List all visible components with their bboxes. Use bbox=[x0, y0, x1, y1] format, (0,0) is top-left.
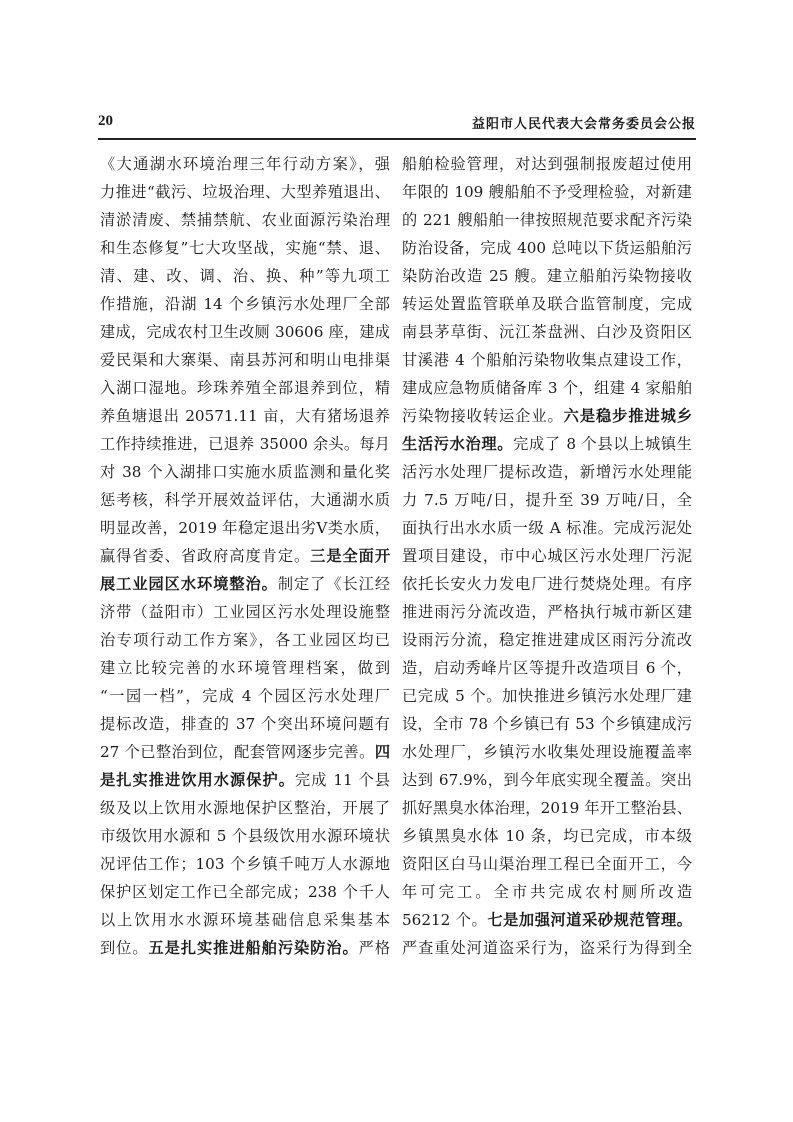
text-line bbox=[100, 346, 390, 374]
text-line bbox=[402, 598, 692, 626]
text-line bbox=[402, 318, 692, 346]
text-line bbox=[100, 654, 390, 682]
text-line bbox=[100, 262, 390, 290]
body-text: 达到 67.9%，到今年底实现全覆盖。突出 bbox=[402, 771, 692, 789]
text-line bbox=[100, 458, 390, 486]
body-text: 工作持续推进，已退养 35000 余头。每月 bbox=[100, 435, 390, 453]
text-line bbox=[100, 318, 390, 346]
bold-heading-text: 六是稳步推进城乡 bbox=[563, 407, 692, 425]
body-text: 依托长安火力发电厂进行焚烧处理。有序 bbox=[402, 575, 692, 593]
body-text: 56212 个。 bbox=[402, 911, 488, 929]
text-line bbox=[100, 402, 390, 430]
text-line bbox=[100, 850, 390, 878]
text-line bbox=[402, 738, 692, 766]
body-text: 活污水处理厂提标改造，新增污水处理能 bbox=[402, 463, 692, 481]
text-line bbox=[402, 514, 692, 542]
text-line bbox=[402, 542, 692, 570]
body-text: 的 221 艘船舶一律按照规范要求配齐污染 bbox=[402, 211, 692, 229]
body-text: 作措施，沿湖 14 个乡镇污水处理厂全部 bbox=[100, 295, 390, 313]
body-text: 力推进“截污、垃圾治理、大型养殖退出、 bbox=[100, 183, 390, 201]
text-line bbox=[100, 906, 390, 934]
bold-heading-text: 四 bbox=[374, 743, 390, 761]
text-line bbox=[100, 738, 390, 766]
body-text: “一园一档”，完成 4 个园区污水处理厂 bbox=[100, 687, 390, 705]
body-text: 推进雨污分流改造，严格执行城市新区建 bbox=[402, 603, 692, 621]
text-line bbox=[402, 570, 692, 598]
text-line bbox=[100, 766, 390, 794]
body-text: 建成应急物质储备库 3 个，组建 4 家船舶 bbox=[402, 379, 692, 397]
text-line bbox=[402, 654, 692, 682]
body-text: 和生态修复”七大攻坚战，实施“禁、退、 bbox=[100, 239, 390, 257]
body-text: 赢得省委、省政府高度肯定。 bbox=[100, 547, 311, 565]
body-text: 建成，完成农村卫生改厕 30606 座，建成 bbox=[100, 323, 390, 341]
body-text: 抓好黑臭水体治理，2019 年开工整治县、 bbox=[402, 799, 692, 817]
body-text: 济带（益阳市）工业园区污水处理设施整 bbox=[100, 603, 390, 621]
text-line bbox=[402, 934, 692, 962]
text-line bbox=[402, 682, 692, 710]
body-text: 造，启动秀峰片区等提升改造项目 6 个， bbox=[402, 659, 692, 677]
body-text: 况评估工作；103 个乡镇千吨万人水源地 bbox=[100, 855, 390, 873]
text-line bbox=[100, 570, 390, 598]
text-line bbox=[100, 430, 390, 458]
text-line bbox=[402, 822, 692, 850]
body-text: 染防治改造 25 艘。建立船舶污染物接收 bbox=[402, 267, 692, 285]
text-line bbox=[402, 878, 692, 906]
body-text: 严格 bbox=[358, 939, 390, 957]
text-line bbox=[402, 906, 692, 934]
body-text: 设雨污分流，稳定推进建成区雨污分流改 bbox=[402, 631, 692, 649]
body-text: 制定了《长江经 bbox=[277, 575, 390, 593]
text-line bbox=[402, 346, 692, 374]
body-text: 到位。 bbox=[100, 939, 149, 957]
body-text: 南县茅草街、沅江茶盘洲、白沙及资阳区 bbox=[402, 323, 692, 341]
text-line bbox=[402, 402, 692, 430]
body-text: 已完成 5 个。加快推进乡镇污水处理厂建 bbox=[402, 687, 692, 705]
text-line bbox=[100, 794, 390, 822]
body-text: 完成了 8 个县以上城镇生 bbox=[513, 435, 692, 453]
header-divider bbox=[98, 138, 696, 140]
body-text: 甘溪港 4 个船舶污染物收集点建设工作， bbox=[402, 351, 692, 369]
text-line bbox=[402, 150, 692, 178]
body-text: 《大通湖水环境治理三年行动方案》，强 bbox=[100, 155, 390, 173]
text-line bbox=[100, 878, 390, 906]
text-line bbox=[100, 934, 390, 962]
text-line bbox=[402, 626, 692, 654]
body-text: 乡镇黑臭水体 10 条，均已完成，市本级 bbox=[402, 827, 692, 845]
body-text: 27 个已整治到位，配套管网逐步完善。 bbox=[100, 743, 375, 761]
body-text: 船舶检验管理，对达到强制报废超过使用 bbox=[402, 155, 692, 173]
right-text-column bbox=[402, 150, 692, 1010]
text-line bbox=[402, 206, 692, 234]
left-text-column bbox=[100, 150, 390, 1010]
text-line bbox=[100, 682, 390, 710]
text-line bbox=[100, 150, 390, 178]
journal-title: 益阳市人民代表大会常务委员会公报 bbox=[471, 117, 696, 132]
text-line bbox=[402, 290, 692, 318]
text-line bbox=[402, 430, 692, 458]
text-line bbox=[100, 710, 390, 738]
body-text: 治专项行动工作方案》，各工业园区均已 bbox=[100, 631, 390, 649]
page-number: 20 bbox=[98, 113, 113, 129]
bold-heading-text: 是扎实推进饮用水源保护。 bbox=[100, 771, 295, 789]
body-text: 完成 11 个县 bbox=[294, 771, 390, 789]
text-line bbox=[100, 626, 390, 654]
text-line bbox=[402, 710, 692, 738]
bold-heading-text: 三是全面开 bbox=[310, 547, 390, 565]
body-text: 清淤清废、禁捕禁航、农业面源污染治理 bbox=[100, 211, 390, 229]
text-line bbox=[100, 822, 390, 850]
body-text: 置项目建设，市中心城区污水处理厂污泥 bbox=[402, 547, 692, 565]
bold-heading-text: 展工业园区水环境整治。 bbox=[100, 575, 278, 593]
text-line bbox=[402, 234, 692, 262]
text-line bbox=[100, 598, 390, 626]
text-line bbox=[402, 486, 692, 514]
body-text: 污染物接收转运企业。 bbox=[402, 407, 564, 425]
body-text: 提标改造，排查的 37 个突出环境问题有 bbox=[100, 715, 390, 733]
body-text: 对 38 个入湖排口实施水质监测和量化奖 bbox=[100, 463, 390, 481]
body-text: 养鱼塘退出 20571.11 亩，大有猪场退养 bbox=[100, 407, 390, 425]
body-text: 入湖口湿地。珍珠养殖全部退养到位，精 bbox=[100, 379, 390, 397]
text-line bbox=[100, 290, 390, 318]
text-line bbox=[100, 542, 390, 570]
text-line bbox=[100, 486, 390, 514]
body-text: 建立比较完善的水环境管理档案，做到 bbox=[100, 659, 390, 677]
bold-heading-text: 七是加强河道采砂规范管理。 bbox=[487, 911, 692, 929]
text-line bbox=[402, 766, 692, 794]
body-text: 级及以上饮用水源地保护区整治，开展了 bbox=[100, 799, 390, 817]
text-line bbox=[402, 374, 692, 402]
body-text: 惩考核，科学开展效益评估，大通湖水质 bbox=[100, 491, 390, 509]
body-text: 市级饮用水源和 5 个县级饮用水源环境状 bbox=[100, 827, 390, 845]
text-line bbox=[402, 262, 692, 290]
body-text: 保护区划定工作已全部完成；238 个千人 bbox=[100, 883, 390, 901]
body-text: 力 7.5 万吨/日，提升至 39 万吨/日，全 bbox=[402, 491, 692, 509]
body-text: 爱民渠和大寨渠、南县苏河和明山电排渠 bbox=[100, 351, 390, 369]
text-line bbox=[402, 794, 692, 822]
body-text: 转运处置监管联单及联合监管制度，完成 bbox=[402, 295, 692, 313]
text-line bbox=[100, 178, 390, 206]
text-line bbox=[100, 206, 390, 234]
text-line bbox=[402, 178, 692, 206]
body-text: 年可完工。全市共完成农村厕所改造 bbox=[402, 883, 692, 901]
bold-heading-text: 生活污水治理。 bbox=[402, 435, 514, 453]
body-text: 明显改善，2019 年稳定退出劣Ⅴ类水质， bbox=[100, 519, 390, 537]
body-text: 清、建、改、调、治、换、种”等九项工 bbox=[100, 267, 390, 285]
body-text: 年限的 109 艘船舶不予受理检验，对新建 bbox=[402, 183, 692, 201]
body-text: 防治设备，完成 400 总吨以下货运船舶污 bbox=[402, 239, 692, 257]
body-text: 资阳区白马山渠治理工程已全面开工，今 bbox=[402, 855, 692, 873]
text-line bbox=[402, 458, 692, 486]
text-line bbox=[402, 850, 692, 878]
body-text: 严查重处河道盗采行为，盗采行为得到全 bbox=[402, 939, 692, 957]
bold-heading-text: 五是扎实推进船舶污染防治。 bbox=[148, 939, 359, 957]
text-line bbox=[100, 514, 390, 542]
text-line bbox=[100, 374, 390, 402]
body-text: 设，全市 78 个乡镇已有 53 个乡镇建成污 bbox=[402, 715, 692, 733]
body-text: 以上饮用水水源环境基础信息采集基本 bbox=[100, 911, 390, 929]
body-text: 面执行出水水质一级 A 标准。完成污泥处 bbox=[402, 519, 692, 537]
page-header bbox=[98, 113, 696, 135]
body-text: 水处理厂，乡镇污水收集处理设施覆盖率 bbox=[402, 743, 692, 761]
text-line bbox=[100, 234, 390, 262]
